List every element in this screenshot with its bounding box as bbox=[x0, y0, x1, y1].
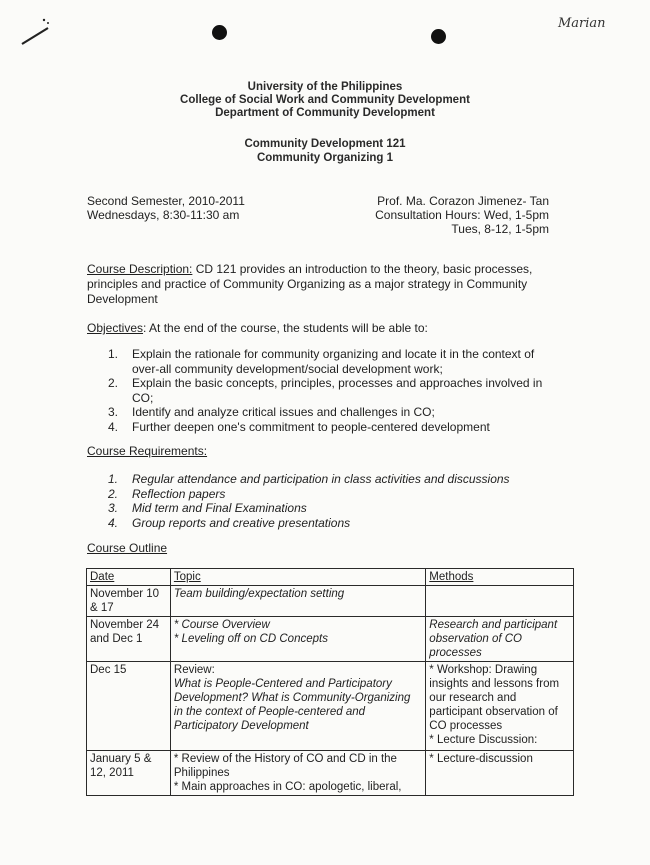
course-description bbox=[87, 262, 559, 307]
row-date: Dec 15 bbox=[87, 662, 171, 751]
requirements-heading: Course Requirements: bbox=[87, 444, 208, 458]
objectives-list bbox=[108, 347, 556, 434]
row-topic: Team building/expectation setting bbox=[170, 586, 425, 617]
course-name: Community Organizing 1 bbox=[256, 152, 394, 164]
course-outline-heading: Course Outline bbox=[87, 541, 168, 555]
row-methods: * Workshop: Drawing insights and lessons from our research and participant observation of CO processes * Lecture Discussion: bbox=[426, 662, 574, 751]
semester: Second Semester, 2010-2011 bbox=[87, 194, 245, 208]
list-item: 4. Further deepen one's commitment to people-centered development bbox=[108, 419, 490, 434]
row-date: January 5 & 12, 2011 bbox=[87, 751, 171, 796]
header-date: Date bbox=[87, 569, 171, 586]
table-row bbox=[87, 751, 574, 796]
header-college: College of Social Work and Community Development bbox=[180, 94, 470, 106]
row-methods: Research and participant observation of CO processes bbox=[426, 617, 574, 662]
table-row bbox=[87, 586, 574, 617]
list-item: 2. Reflection papers bbox=[108, 486, 226, 501]
handwritten-note: Marian bbox=[558, 16, 606, 31]
objectives-label: Objectives bbox=[87, 321, 144, 335]
row-date: November 24 and Dec 1 bbox=[87, 617, 171, 662]
list-item: 3. Identify and analyze critical issues and challenges in CO; bbox=[108, 405, 435, 419]
course-description-text: CD 121 provides an introduction to the theory, basic processes, principles and practice of Community Organizing as a major strategy in Community Development bbox=[87, 262, 533, 306]
objectives-intro: : At the end of the course, the students will be able to: bbox=[143, 321, 428, 335]
header-methods: Methods bbox=[426, 569, 574, 586]
row-date: November 10 & 17 bbox=[87, 586, 171, 617]
header-department: Department of Community Development bbox=[215, 107, 435, 119]
schedule: Wednesdays, 8:30-11:30 am bbox=[87, 208, 240, 222]
list-item: 1. Explain the rationale for community organizing and locate it in the context of over-all community development/social development work; bbox=[108, 347, 535, 376]
row-topic: Review: What is People-Centered and Participatory Development? What is Community-Organizing in the context of People-centered and Participatory Development bbox=[170, 662, 425, 751]
course-outline-table bbox=[86, 568, 574, 796]
row-topic: * Course Overview * Leveling off on CD Concepts bbox=[170, 617, 425, 662]
table-row bbox=[87, 617, 574, 662]
row-methods bbox=[426, 586, 574, 617]
header-university: University of the Philippines bbox=[247, 81, 403, 93]
row-methods: * Lecture-discussion bbox=[426, 751, 574, 796]
pen-mark-icon bbox=[18, 14, 58, 48]
consultation-hours-2: Tues, 8-12, 1-5pm bbox=[451, 222, 549, 236]
list-item: 1. Regular attendance and participation in class activities and discussions bbox=[108, 472, 510, 486]
professor: Prof. Ma. Corazon Jimenez- Tan bbox=[377, 194, 549, 208]
consultation-hours: Consultation Hours: Wed, 1-5pm bbox=[375, 208, 549, 222]
table-row bbox=[87, 662, 574, 751]
list-item: 3. Mid term and Final Examinations bbox=[108, 501, 307, 515]
punch-hole-right bbox=[431, 29, 446, 44]
list-item: 4. Group reports and creative presentations bbox=[108, 515, 351, 530]
course-description-label: Course Description: bbox=[87, 262, 193, 276]
punch-hole-left bbox=[212, 25, 227, 40]
table-header-row bbox=[87, 569, 574, 586]
course-code: Community Development 121 bbox=[244, 138, 406, 150]
list-item: 2. Explain the basic concepts, principles, processes and approaches involved in CO; bbox=[108, 376, 543, 405]
objectives-heading bbox=[87, 321, 567, 336]
header-topic: Topic bbox=[170, 569, 425, 586]
row-topic: * Review of the History of CO and CD in the Philippines * Main approaches in CO: apologetic, liberal, bbox=[170, 751, 425, 796]
requirements-list bbox=[108, 472, 568, 530]
